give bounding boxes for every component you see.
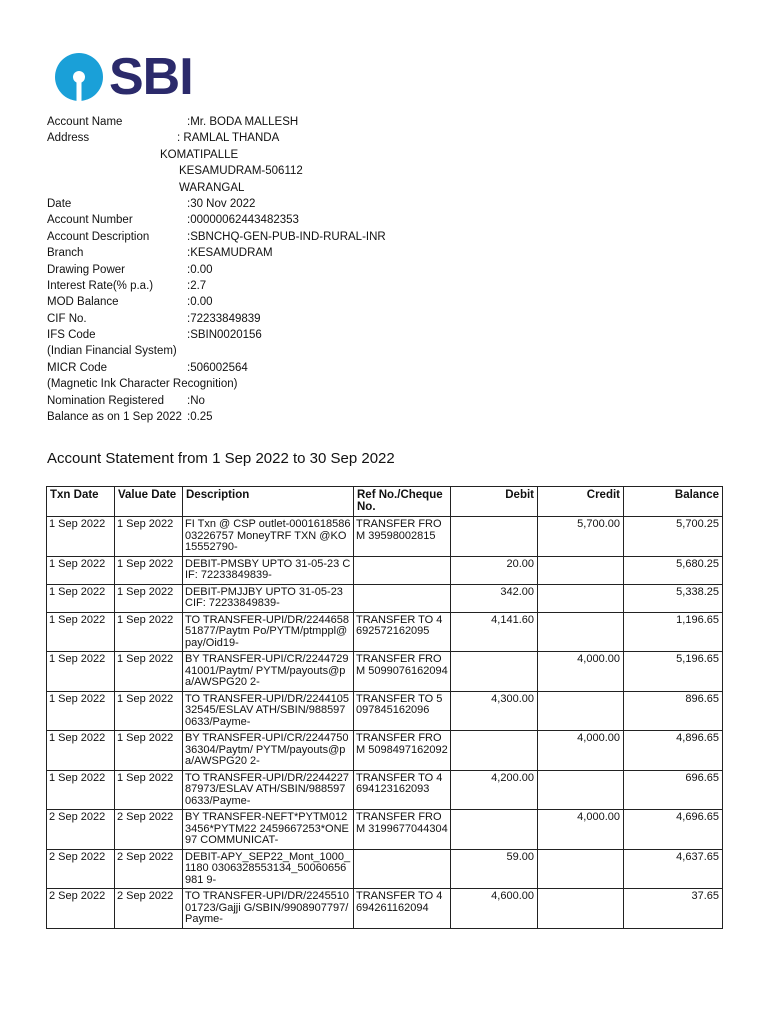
credit-cell <box>538 889 624 929</box>
account-info-row <box>47 212 747 228</box>
account-info-label: Interest Rate(% p.a.) <box>47 279 154 292</box>
account-info-value: :2.7 <box>187 279 207 292</box>
ref-no-cell: TRANSFER TO 5097845162096 <box>354 691 451 731</box>
header-txn-date: Txn Date <box>47 487 115 517</box>
description-cell: DEBIT-APY_SEP22_Mont_1000_1180 0306328553134_50060656981 9- <box>183 849 354 889</box>
account-info-value: :SBIN0020156 <box>187 329 262 342</box>
header-description: Description <box>183 487 354 517</box>
debit-cell <box>451 652 538 692</box>
address-line-row <box>47 163 747 179</box>
value-date-cell: 2 Sep 2022 <box>115 849 183 889</box>
header-ref-no: Ref No./Cheque No. <box>354 487 451 517</box>
balance-cell: 5,680.25 <box>624 556 723 584</box>
account-info-label: (Magnetic Ink Character Recognition) <box>47 378 238 391</box>
txn-date-cell: 1 Sep 2022 <box>47 584 115 612</box>
value-date-cell: 1 Sep 2022 <box>115 556 183 584</box>
account-info-value: :0.00 <box>187 263 213 276</box>
address-line: KOMATIPALLE <box>160 148 239 161</box>
account-info-value: :72233849839 <box>187 312 261 325</box>
header-balance: Balance <box>624 487 723 517</box>
account-info-label: Balance as on 1 Sep 2022 <box>47 411 182 424</box>
txn-date-cell: 1 Sep 2022 <box>47 612 115 652</box>
sbi-keyhole-icon <box>55 53 103 101</box>
debit-cell: 342.00 <box>451 584 538 612</box>
account-info-label: MOD Balance <box>47 296 119 309</box>
debit-cell <box>451 517 538 557</box>
account-info-value: :SBNCHQ-GEN-PUB-IND-RURAL-INR <box>187 230 386 243</box>
value-date-cell: 1 Sep 2022 <box>115 584 183 612</box>
account-info-value: :506002564 <box>187 361 248 374</box>
account-info-label: (Indian Financial System) <box>47 345 177 358</box>
credit-cell: 4,000.00 <box>538 810 624 850</box>
account-info-label: Account Number <box>47 214 133 227</box>
description-cell: FI Txn @ CSP outlet-000161858603226757 MoneyTRF TXN @KO 15552790- <box>183 517 354 557</box>
table-row <box>47 889 723 929</box>
account-info-label: Nomination Registered <box>47 394 164 407</box>
txn-date-cell: 2 Sep 2022 <box>47 849 115 889</box>
account-info-row <box>47 409 747 425</box>
ref-no-cell <box>354 556 451 584</box>
debit-cell: 59.00 <box>451 849 538 889</box>
address-line-row <box>47 147 747 163</box>
balance-cell: 4,896.65 <box>624 731 723 771</box>
txn-date-cell: 2 Sep 2022 <box>47 889 115 929</box>
debit-cell: 4,200.00 <box>451 770 538 810</box>
txn-date-cell: 1 Sep 2022 <box>47 691 115 731</box>
account-info-value: : RAMLAL THANDA <box>177 132 280 145</box>
account-info-value: :0.00 <box>187 296 213 309</box>
table-row <box>47 652 723 692</box>
account-info-value: :0.25 <box>187 411 213 424</box>
address-line: KESAMUDRAM-506112 <box>179 165 303 178</box>
description-cell: BY TRANSFER-NEFT*PYTM0123456*PYTM22 2459667253*ONE97 COMMUNICAT- <box>183 810 354 850</box>
table-row <box>47 770 723 810</box>
table-row <box>47 810 723 850</box>
ref-no-cell: TRANSFER TO 4694261162094 <box>354 889 451 929</box>
value-date-cell: 1 Sep 2022 <box>115 652 183 692</box>
description-cell: TO TRANSFER-UPI/DR/224422787973/ESLAV ATH/SBIN/9885970633/Payme- <box>183 770 354 810</box>
txn-date-cell: 2 Sep 2022 <box>47 810 115 850</box>
account-info-label: MICR Code <box>47 361 108 374</box>
debit-cell: 4,600.00 <box>451 889 538 929</box>
txn-date-cell: 1 Sep 2022 <box>47 770 115 810</box>
credit-cell: 5,700.00 <box>538 517 624 557</box>
ref-no-cell <box>354 584 451 612</box>
account-info <box>47 114 747 425</box>
credit-cell <box>538 849 624 889</box>
debit-cell: 4,300.00 <box>451 691 538 731</box>
table-row <box>47 517 723 557</box>
credit-cell <box>538 556 624 584</box>
debit-cell <box>451 731 538 771</box>
account-info-label: Branch <box>47 247 84 260</box>
account-info-value: :KESAMUDRAM <box>187 247 273 260</box>
account-info-label: Address <box>47 132 90 145</box>
balance-cell: 4,696.65 <box>624 810 723 850</box>
table-header-row <box>47 487 723 517</box>
account-info-row <box>47 343 747 359</box>
balance-cell: 4,637.65 <box>624 849 723 889</box>
description-cell: TO TRANSFER-UPI/DR/224410532545/ESLAV ATH/SBIN/9885970633/Payme- <box>183 691 354 731</box>
transactions-table <box>46 486 723 929</box>
value-date-cell: 1 Sep 2022 <box>115 770 183 810</box>
credit-cell <box>538 770 624 810</box>
account-info-row <box>47 229 747 245</box>
value-date-cell: 1 Sep 2022 <box>115 517 183 557</box>
ref-no-cell: TRANSFER FROM 5098497162092 <box>354 731 451 771</box>
txn-date-cell: 1 Sep 2022 <box>47 556 115 584</box>
sbi-wordmark: SBI <box>109 48 193 106</box>
account-info-row <box>47 278 747 294</box>
account-info-row <box>47 114 747 130</box>
account-info-value: :30 Nov 2022 <box>187 197 256 210</box>
value-date-cell: 1 Sep 2022 <box>115 691 183 731</box>
description-cell: TO TRANSFER-UPI/DR/224465851877/Paytm Po/PYTM/ptmppl@pay/Oid19- <box>183 612 354 652</box>
debit-cell <box>451 810 538 850</box>
description-cell: TO TRANSFER-UPI/DR/224551001723/Gajji G/SBIN/9908907797/Payme- <box>183 889 354 929</box>
account-info-row <box>47 376 747 392</box>
credit-cell <box>538 612 624 652</box>
balance-cell: 1,196.65 <box>624 612 723 652</box>
account-info-value: :00000062443482353 <box>187 214 299 227</box>
value-date-cell: 2 Sep 2022 <box>115 889 183 929</box>
debit-cell: 4,141.60 <box>451 612 538 652</box>
account-info-label: Account Name <box>47 116 123 128</box>
header-credit: Credit <box>538 487 624 517</box>
account-info-row <box>47 327 747 343</box>
ref-no-cell <box>354 849 451 889</box>
balance-cell: 5,196.65 <box>624 652 723 692</box>
statement-title: Account Statement from 1 Sep 2022 to 30 Sep 2022 <box>47 450 395 467</box>
table-row <box>47 691 723 731</box>
balance-cell: 5,338.25 <box>624 584 723 612</box>
address-line: WARANGAL <box>179 181 245 194</box>
account-info-row <box>47 294 747 310</box>
balance-cell: 896.65 <box>624 691 723 731</box>
debit-cell: 20.00 <box>451 556 538 584</box>
table-row <box>47 556 723 584</box>
account-info-row <box>47 262 747 278</box>
value-date-cell: 1 Sep 2022 <box>115 731 183 771</box>
account-info-row <box>47 360 747 376</box>
account-info-row <box>47 130 747 146</box>
account-info-label: CIF No. <box>47 312 87 325</box>
ref-no-cell: TRANSFER FROM 3199677044304 <box>354 810 451 850</box>
sbi-logo <box>55 48 193 106</box>
balance-cell: 5,700.25 <box>624 517 723 557</box>
account-info-row <box>47 393 747 409</box>
ref-no-cell: TRANSFER FROM 39598002815 <box>354 517 451 557</box>
table-row <box>47 612 723 652</box>
credit-cell: 4,000.00 <box>538 652 624 692</box>
account-info-label: Drawing Power <box>47 263 125 276</box>
account-info-label: IFS Code <box>47 329 96 342</box>
txn-date-cell: 1 Sep 2022 <box>47 517 115 557</box>
account-info-row <box>47 245 747 261</box>
account-info-label: Date <box>47 197 72 210</box>
account-info-value: :Mr. BODA MALLESH <box>187 116 299 128</box>
address-line-row <box>47 180 747 196</box>
credit-cell <box>538 584 624 612</box>
value-date-cell: 1 Sep 2022 <box>115 612 183 652</box>
table-row <box>47 849 723 889</box>
account-info-value: :No <box>187 394 205 407</box>
account-info-row <box>47 311 747 327</box>
header-debit: Debit <box>451 487 538 517</box>
description-cell: BY TRANSFER-UPI/CR/224475036304/Paytm/ PYTM/payouts@pa/AWSPG20 2- <box>183 731 354 771</box>
balance-cell: 37.65 <box>624 889 723 929</box>
credit-cell <box>538 691 624 731</box>
table-row <box>47 584 723 612</box>
account-info-label: Account Description <box>47 230 150 243</box>
ref-no-cell: TRANSFER TO 4694123162093 <box>354 770 451 810</box>
description-cell: BY TRANSFER-UPI/CR/224472941001/Paytm/ PYTM/payouts@pa/AWSPG20 2- <box>183 652 354 692</box>
txn-date-cell: 1 Sep 2022 <box>47 652 115 692</box>
ref-no-cell: TRANSFER FROM 5099076162094 <box>354 652 451 692</box>
table-row <box>47 731 723 771</box>
description-cell: DEBIT-PMJJBY UPTO 31-05-23 CIF: 72233849839- <box>183 584 354 612</box>
account-info-row <box>47 196 747 212</box>
header-value-date: Value Date <box>115 487 183 517</box>
credit-cell: 4,000.00 <box>538 731 624 771</box>
ref-no-cell: TRANSFER TO 4692572162095 <box>354 612 451 652</box>
balance-cell: 696.65 <box>624 770 723 810</box>
value-date-cell: 2 Sep 2022 <box>115 810 183 850</box>
txn-date-cell: 1 Sep 2022 <box>47 731 115 771</box>
description-cell: DEBIT-PMSBY UPTO 31-05-23 CIF: 72233849839- <box>183 556 354 584</box>
